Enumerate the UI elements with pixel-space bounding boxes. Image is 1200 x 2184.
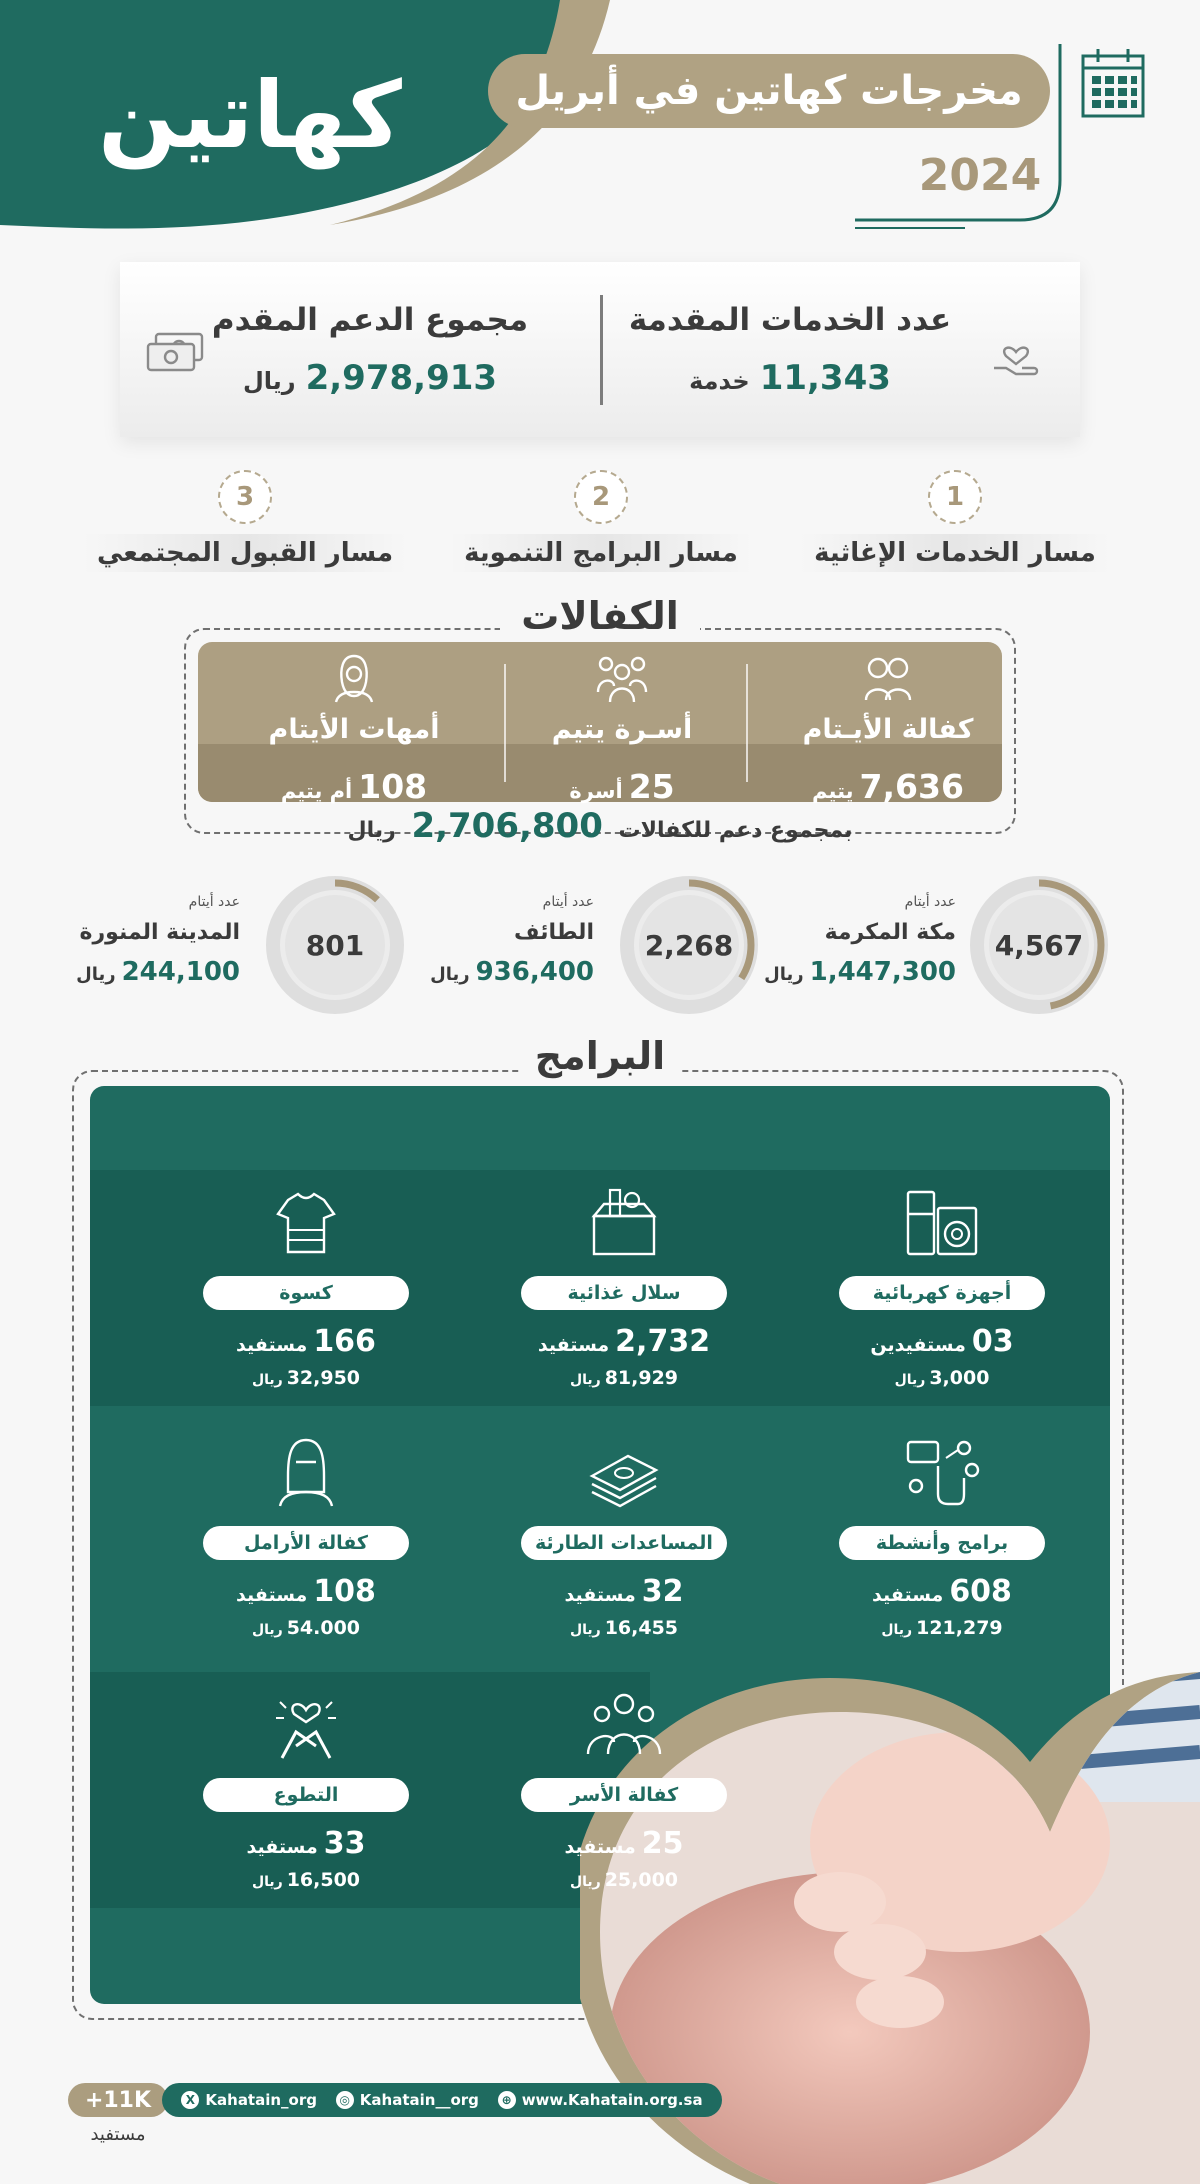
kafalat-value	[220, 767, 488, 806]
program-label: كسوة	[203, 1276, 409, 1310]
kafalat-value	[754, 767, 1022, 806]
city-info-taif	[384, 894, 594, 987]
kafalat-total-unit: ريال	[347, 818, 396, 843]
services-value	[580, 358, 1000, 398]
program-count	[494, 1826, 754, 1861]
program-count	[176, 1826, 436, 1861]
program-count-unit: مستفيد	[236, 1584, 308, 1606]
track-number: 2	[574, 470, 628, 524]
program-emergency	[494, 1436, 754, 1639]
program-widows	[176, 1436, 436, 1639]
instagram-handle: Kahatain__org	[359, 2091, 479, 2109]
programs-title: البرامج	[520, 1034, 680, 1078]
program-amount	[812, 1367, 1072, 1389]
program-amount-value: 16,455	[604, 1617, 679, 1639]
support-value	[160, 358, 580, 398]
kafalat-number: 7,636	[859, 767, 964, 806]
kafalat-number: 25	[628, 767, 675, 806]
program-label: التطوع	[203, 1778, 409, 1812]
program-amount-value: 25,000	[604, 1869, 679, 1891]
kafalat-orphans	[754, 642, 1022, 806]
program-count-unit: مستفيد	[236, 1334, 308, 1356]
program-amount-unit: ريال	[251, 1622, 283, 1638]
beneficiaries-label: مستفيد	[90, 2124, 146, 2145]
program-amount	[494, 1367, 754, 1389]
program-amount	[494, 1869, 754, 1891]
program-count	[494, 1324, 754, 1359]
program-label: سلال غذائية	[521, 1276, 727, 1310]
support-unit: ريال	[242, 367, 296, 395]
city-info-makkah	[746, 894, 956, 987]
program-clothing	[176, 1186, 436, 1389]
instagram-link[interactable]	[336, 2091, 479, 2109]
program-count	[494, 1574, 754, 1609]
widow-icon	[266, 1436, 346, 1508]
city-name: الطائف	[514, 920, 594, 945]
program-amount-value: 54.000	[286, 1617, 361, 1639]
program-count-unit: مستفيد	[564, 1584, 636, 1606]
kafalat-total-prefix: بمجموع دعم للكفالات	[618, 818, 853, 843]
program-volunteering	[176, 1688, 436, 1891]
city-info-madinah	[30, 894, 240, 987]
calendar-icon	[1080, 46, 1146, 120]
cash-icon	[584, 1436, 664, 1508]
city-count: 2,268	[644, 928, 734, 962]
track-relief	[790, 470, 1120, 570]
city-count-label: عدد أيتام	[542, 894, 594, 910]
program-amount-unit: ريال	[569, 1372, 601, 1388]
page-title: مخرجات كهاتين في أبريل	[488, 54, 1050, 128]
program-count-unit: مستفيد	[246, 1836, 318, 1858]
program-amount-unit: ريال	[251, 1372, 283, 1388]
services-unit: خدمة	[689, 367, 750, 395]
kafalat-orphan-family	[488, 642, 756, 806]
family-icon	[594, 652, 650, 704]
city-amount-unit: ريال	[764, 964, 804, 985]
kafalat-title: الكفالات	[500, 594, 700, 638]
program-label: المساعدات الطارئة	[521, 1526, 727, 1560]
program-amount-unit: ريال	[569, 1874, 601, 1890]
program-amount-value: 3,000	[929, 1367, 990, 1389]
kafalat-label: كفالة الأيـتام	[802, 714, 974, 745]
services-stat	[580, 302, 1000, 398]
program-amount-unit: ريال	[251, 1874, 283, 1890]
program-amount-value: 16,500	[286, 1869, 361, 1891]
city-amount-value: 244,100	[121, 957, 240, 987]
program-count	[812, 1574, 1072, 1609]
track-label: مسار الخدمات الإغاثية	[800, 534, 1110, 572]
children-icon	[860, 652, 916, 704]
program-count-value: 03	[971, 1324, 1014, 1359]
support-stat	[160, 302, 580, 398]
x-handle: Kahatain_org	[205, 2091, 317, 2109]
clothes-icon	[266, 1186, 346, 1258]
program-count-value: 608	[949, 1574, 1012, 1609]
x-link[interactable]	[181, 2091, 317, 2109]
activities-icon	[902, 1436, 982, 1508]
globe-icon: ⊕	[498, 2091, 516, 2109]
kafalat-total-value: 2,706,800	[411, 806, 603, 846]
track-number: 1	[928, 470, 982, 524]
program-count-unit: مستفيدين	[870, 1334, 966, 1356]
program-food-baskets	[494, 1186, 754, 1389]
program-amount-value: 32,950	[286, 1367, 361, 1389]
city-count-label: عدد أيتام	[188, 894, 240, 910]
website-url: www.Kahatain.org.sa	[521, 2091, 703, 2109]
program-activities	[812, 1436, 1072, 1639]
city-amount	[30, 957, 240, 987]
title-year: 2024	[918, 150, 1042, 201]
beneficiaries-badge: +11K	[68, 2083, 168, 2117]
city-amount-value: 936,400	[475, 957, 594, 987]
program-label: برامج وأنشطة	[839, 1526, 1045, 1560]
program-count-unit: مستفيد	[537, 1334, 610, 1356]
kafalat-unit: أسرة	[569, 779, 623, 803]
program-amount	[812, 1617, 1072, 1639]
program-label: أجهزة كهربائية	[839, 1276, 1045, 1310]
program-appliances	[812, 1186, 1072, 1389]
food-basket-icon	[584, 1186, 664, 1258]
track-development	[436, 470, 766, 570]
program-count-value: 25	[641, 1826, 684, 1861]
city-amount-unit: ريال	[430, 964, 470, 985]
mother-icon	[326, 652, 382, 704]
program-amount	[176, 1617, 436, 1639]
program-amount-value: 81,929	[604, 1367, 679, 1389]
city-name: المدينة المنورة	[79, 920, 240, 945]
city-amount	[384, 957, 594, 987]
support-number: 2,978,913	[305, 358, 498, 398]
program-count-value: 108	[313, 1574, 376, 1609]
x-icon: X	[181, 2091, 199, 2109]
program-count-value: 32	[641, 1574, 684, 1609]
city-count: 801	[305, 928, 365, 962]
program-amount	[494, 1617, 754, 1639]
kafalat-unit: أم يتيم	[280, 779, 353, 803]
kafalat-mothers	[220, 642, 488, 806]
services-number: 11,343	[759, 358, 891, 398]
kafalat-number: 108	[358, 767, 428, 806]
program-count-value: 2,732	[615, 1324, 711, 1359]
program-count-value: 166	[313, 1324, 376, 1359]
city-amount	[746, 957, 956, 987]
program-count	[176, 1574, 436, 1609]
money-stack-icon	[144, 330, 208, 380]
program-label: كفالة الأرامل	[203, 1526, 409, 1560]
families-icon	[584, 1688, 664, 1760]
program-amount-unit: ريال	[894, 1372, 926, 1388]
city-amount-value: 1,447,300	[809, 957, 956, 987]
program-amount	[176, 1367, 436, 1389]
program-amount-unit: ريال	[569, 1622, 601, 1638]
program-label: كفالة الأسر	[521, 1778, 727, 1812]
services-title: عدد الخدمات المقدمة	[628, 302, 952, 338]
program-amount	[176, 1869, 436, 1891]
instagram-icon: ◎	[336, 2091, 354, 2109]
city-amount-unit: ريال	[76, 964, 116, 985]
program-count-unit: مستفيد	[872, 1584, 944, 1606]
track-number: 3	[218, 470, 272, 524]
program-amount-value: 121,279	[916, 1617, 1003, 1639]
program-family-support	[494, 1688, 754, 1891]
social-links	[162, 2083, 722, 2117]
city-count: 4,567	[994, 928, 1084, 962]
program-amount-unit: ريال	[881, 1622, 913, 1638]
stats-divider	[600, 295, 603, 405]
kafalat-value	[488, 767, 756, 806]
track-label: مسار القبول المجتمعي	[83, 534, 407, 572]
support-title: مجموع الدعم المقدم	[211, 302, 529, 338]
program-count-unit: مستفيد	[564, 1836, 636, 1858]
kafalat-total	[330, 806, 870, 846]
track-community	[80, 470, 410, 570]
website-link[interactable]	[498, 2091, 703, 2109]
city-count-label: عدد أيتام	[904, 894, 956, 910]
track-label: مسار البرامج التنموية	[450, 534, 752, 572]
kafalat-label: أسـرة يتيم	[551, 714, 693, 745]
hand-heart-icon	[990, 330, 1042, 382]
logo: كهاتين	[98, 61, 402, 169]
program-count-value: 33	[323, 1826, 366, 1861]
kafalat-unit: يتيم	[812, 779, 854, 803]
city-name: مكة المكرمة	[824, 920, 956, 945]
appliances-icon	[902, 1186, 982, 1258]
program-count	[812, 1324, 1072, 1359]
program-count	[176, 1324, 436, 1359]
volunteer-icon	[266, 1688, 346, 1760]
kafalat-label: أمهات الأيتام	[268, 714, 440, 745]
